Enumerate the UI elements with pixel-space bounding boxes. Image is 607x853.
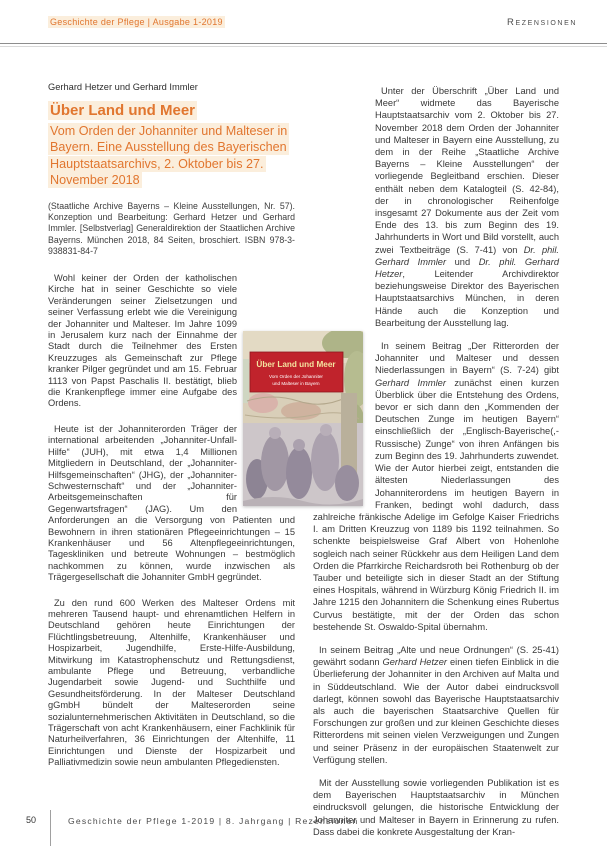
text-run: Mit der Ausstellung sowie vorliegenden Publikation ist es dem Bayerischen Hauptstaatsarchiv in München eindrucksvoll gelungen, die historische Entwicklung der Johanniter und Malteser in Bayern in Erinnerung zu rufen. Dass dabei die konkrete Ausgestaltung der Kran-	[313, 777, 559, 837]
article-subtitle	[48, 123, 295, 189]
article-title	[48, 102, 295, 120]
person-name-italic: Dr. phil. Gerhard Hetzer	[375, 256, 559, 280]
journal-title: Geschichte der Pflege | Ausgabe 1-2019	[50, 17, 223, 27]
header-rule	[0, 43, 607, 47]
text-run: Wohl keiner der Orden der katholischen Kirche hat in seiner Geschichte so viele Veränderungen seiner Zielsetzungen und seiner Verfassung erlebt wie die Vereinigung der Johanniter und Malteser. Im Jahre 1099 in Jerusalem kurz nach der Einnahme der Stadt durch die Teilnehmer des Ersten Kreuzzuges als Gemeinschaft zur Pflege kranker Pilger gegründet und am 15. Februar 1113 von Papst Paschalis II. bestätigt, blieb die Krankenpflege immer eine Aufgabe des Ordens.	[48, 273, 237, 409]
person-name-italic: Gerhard Hetzer	[382, 657, 447, 668]
text-run: In seinem Beitrag „Der Ritterorden der Johanniter und Malteser und dessen Niederlassungen in Bayern“ (S. 7-24) gibt	[375, 341, 559, 376]
paragraph	[313, 85, 559, 329]
text-run: einen tiefen Einblick in die Überlieferung der Johanniter in den Archiven auf Malta und in Süddeutschland. Wie der Autor dabei eindrucksvoll darlegt, können sowohl das Bayerische Hauptstaatsarchiv als auch die bayerischen Staatsarchive Quellen für Forschungen zur großen und zur kleinen Geschichte dieses Ritterordens mit seinen vielen Verzweigungen und Zungen und seiner Präsenz in der europäischen Staatenwelt zur Verfügung stellen.	[313, 657, 559, 765]
footer-divider	[50, 810, 51, 846]
article-head	[48, 82, 295, 257]
section-label: Rezensionen	[507, 17, 577, 28]
text-run: zunächst einen kurzen Überblick über die Entstehung des Ordens, bevor er sich dann den „Kommenden der Deutschen Zunge im heutigen Bayern“ einschließlich der „Englisch-Bayerische(,-Russische) Zunge“ von ihren Anfängen bis zum Beginn des 19. Jahrhunderts zuwendet. Wie der Autor hierbei zeigt, entstanden die ältesten Niederlassungen des Johanniterordens im heutigen Bayern in Franken, bedingt wohl dadurch, dass zahlreiche fränkische Adelige im Gefolge Kaiser Friedrichs I. am Dritten Kreuzzug von 1189 bis 1192 teilnahmen. So schenkte beispielsweise Graf Albert von Hohenlohe sogleich nach seiner Rückkehr aus dem Heiligen Land dem Orden die Pfarrkirche Reichardsroth bei Rothenburg ob der Tauber und beteiligte sich in dieser Stadt an der Stiftung eines Hospitals, während in Würzburg König Friedrich II. im Jahre 1215 den Johannitern die Schenkung eines Rubertus Curvus bestätigte, mit der der Orden das schon bestehende St. Oswaldo-Spital übernahm.	[313, 377, 559, 632]
paragraph	[48, 598, 295, 769]
text-run: Heute ist der Johanniterorden Träger der international arbeitenden „Johanniter-Unfall-Hilfe“ (JUH), mit etwa 1,4 Millionen Mitgliedern in Deutschland, der „Johanniter-Hilfsgemeinschaften“ (JHG), der „Johanniter-Schwesternschaft“ und der „Johanniter-Arbeitsgemeinschaften für Gegenwartsfragen“ (JAG). Um den Anforderungen an die Versorgung von Patienten und Bewohnern in ihren stationären Pflegeeinrichtungen – 15 Krankenhäuser und 56 Altenpflegeeinrichtungen, Tageskliniken und betreute Wohnungen – bestmöglich nachkommen zu können, wurde inzwischen als Trägergesellschaft die Johanniter GmbH gegründet.	[48, 423, 295, 583]
footer-text: Geschichte der Pflege 1-2019 | 8. Jahrgang | Rezensionen	[68, 816, 359, 826]
page-number: 50	[26, 815, 37, 825]
paragraph	[313, 644, 559, 766]
text-run: , Leitender Archivdirektor beziehungsweise Direktor des Bayerischen Hauptstaatsarchivs München, in deren Hände auch die Konzeption und Bearbeitung der Ausstellung lag.	[375, 269, 559, 328]
cover-title: Über Land und Meer	[256, 360, 336, 369]
cover-subtitle-line1: Vom Orden der Johanniter	[269, 374, 323, 379]
person-name-italic: Gerhard Immler	[375, 377, 446, 388]
page-header	[48, 16, 577, 28]
book-cover-art	[243, 331, 363, 506]
bibliography: (Staatliche Archive Bayerns – Kleine Ausstellungen, Nr. 57). Konzeption und Bearbeitung: Gerhard Hetzer und Gerhard Immler. [Selbstverlag] Generaldirektion der Staatlichen Archive Bayerns. München 2018, 84 Seiten, broschiert. ISBN 978-3-938831-84-7	[48, 200, 295, 256]
person-name-italic: Dr. phil. Gerhard Immler	[375, 244, 559, 267]
book-cover-image	[243, 331, 363, 506]
text-run: Zu den rund 600 Werken des Malteser Ordens mit mehreren Tausend haupt- und ehrenamtlichen Helfern in Deutschland gehören heute Einrichtungen der Flüchtlingsbetreuung, Altenhilfe, Krankenhäuser und Hospizarbeit, Jugendhilfe, Erste-Hilfe-Ausbildung, Mitwirkung im Katastrophenschutz und Rettungsdienst, ambulante Pflege und Betreuung, verbandliche Jugendarbeit sowie Jugend- und Suchthilfe und Gesundheitsförderung. In der Malteser Deutschland gGmbH bündelt der Malteserorden seine sozialunternehmerischen Aktivitäten in Deutschland, so die Trägerschaft von acht Krankenhäusern, einer Fachklinik für Naturheilverfahren, 36 Einrichtungen der Altenhilfe, 11 Einrichtungen und Dienste der Hospizarbeit und Palliativmedizin sowie neun ambulanten Pflegediensten.	[48, 597, 295, 768]
cover-subtitle-line2: und Malteser in Bayern	[272, 381, 320, 386]
text-run: Unter der Überschrift „Über Land und Meer“ widmete das Bayerische Hauptstaatsarchiv vom 2. Oktober bis 27. November 2018 dem Orden der Johanniter und Malteser in Bayern eine Ausstellung, zu dem in der Reihe „Staatliche Archive Bayerns – Kleine Ausstellungen“ der vorliegende Begleitband erschien. Dieser enthält neben dem Katalogteil (S. 42-84), der in chronologischer Reihenfolge insgesamt 27 Dokumente aus der Zeit vom Ende des 13. bis zum Beginn des 19. Jahrhunderts in Wort und Bild vorstellt, auch zwei Textbeiträge (S. 7-41) von	[375, 86, 559, 255]
byline: Gerhard Hetzer und Gerhard Immler	[48, 82, 198, 92]
article-title-text: Über Land und Meer	[50, 102, 196, 119]
article-subtitle-text: Vom Orden der Johanniter und Malteser in Bayern. Eine Ausstellung des Bayerischen Hauptstaatsarchivs, 2. Oktober bis 27. November 2018	[50, 124, 288, 188]
text-run: In seinem Beitrag „Alte und neue Ordnungen“ (S. 25-41) gewährt sodann	[313, 644, 559, 668]
text-run: und	[446, 256, 479, 267]
page-footer	[0, 806, 607, 853]
